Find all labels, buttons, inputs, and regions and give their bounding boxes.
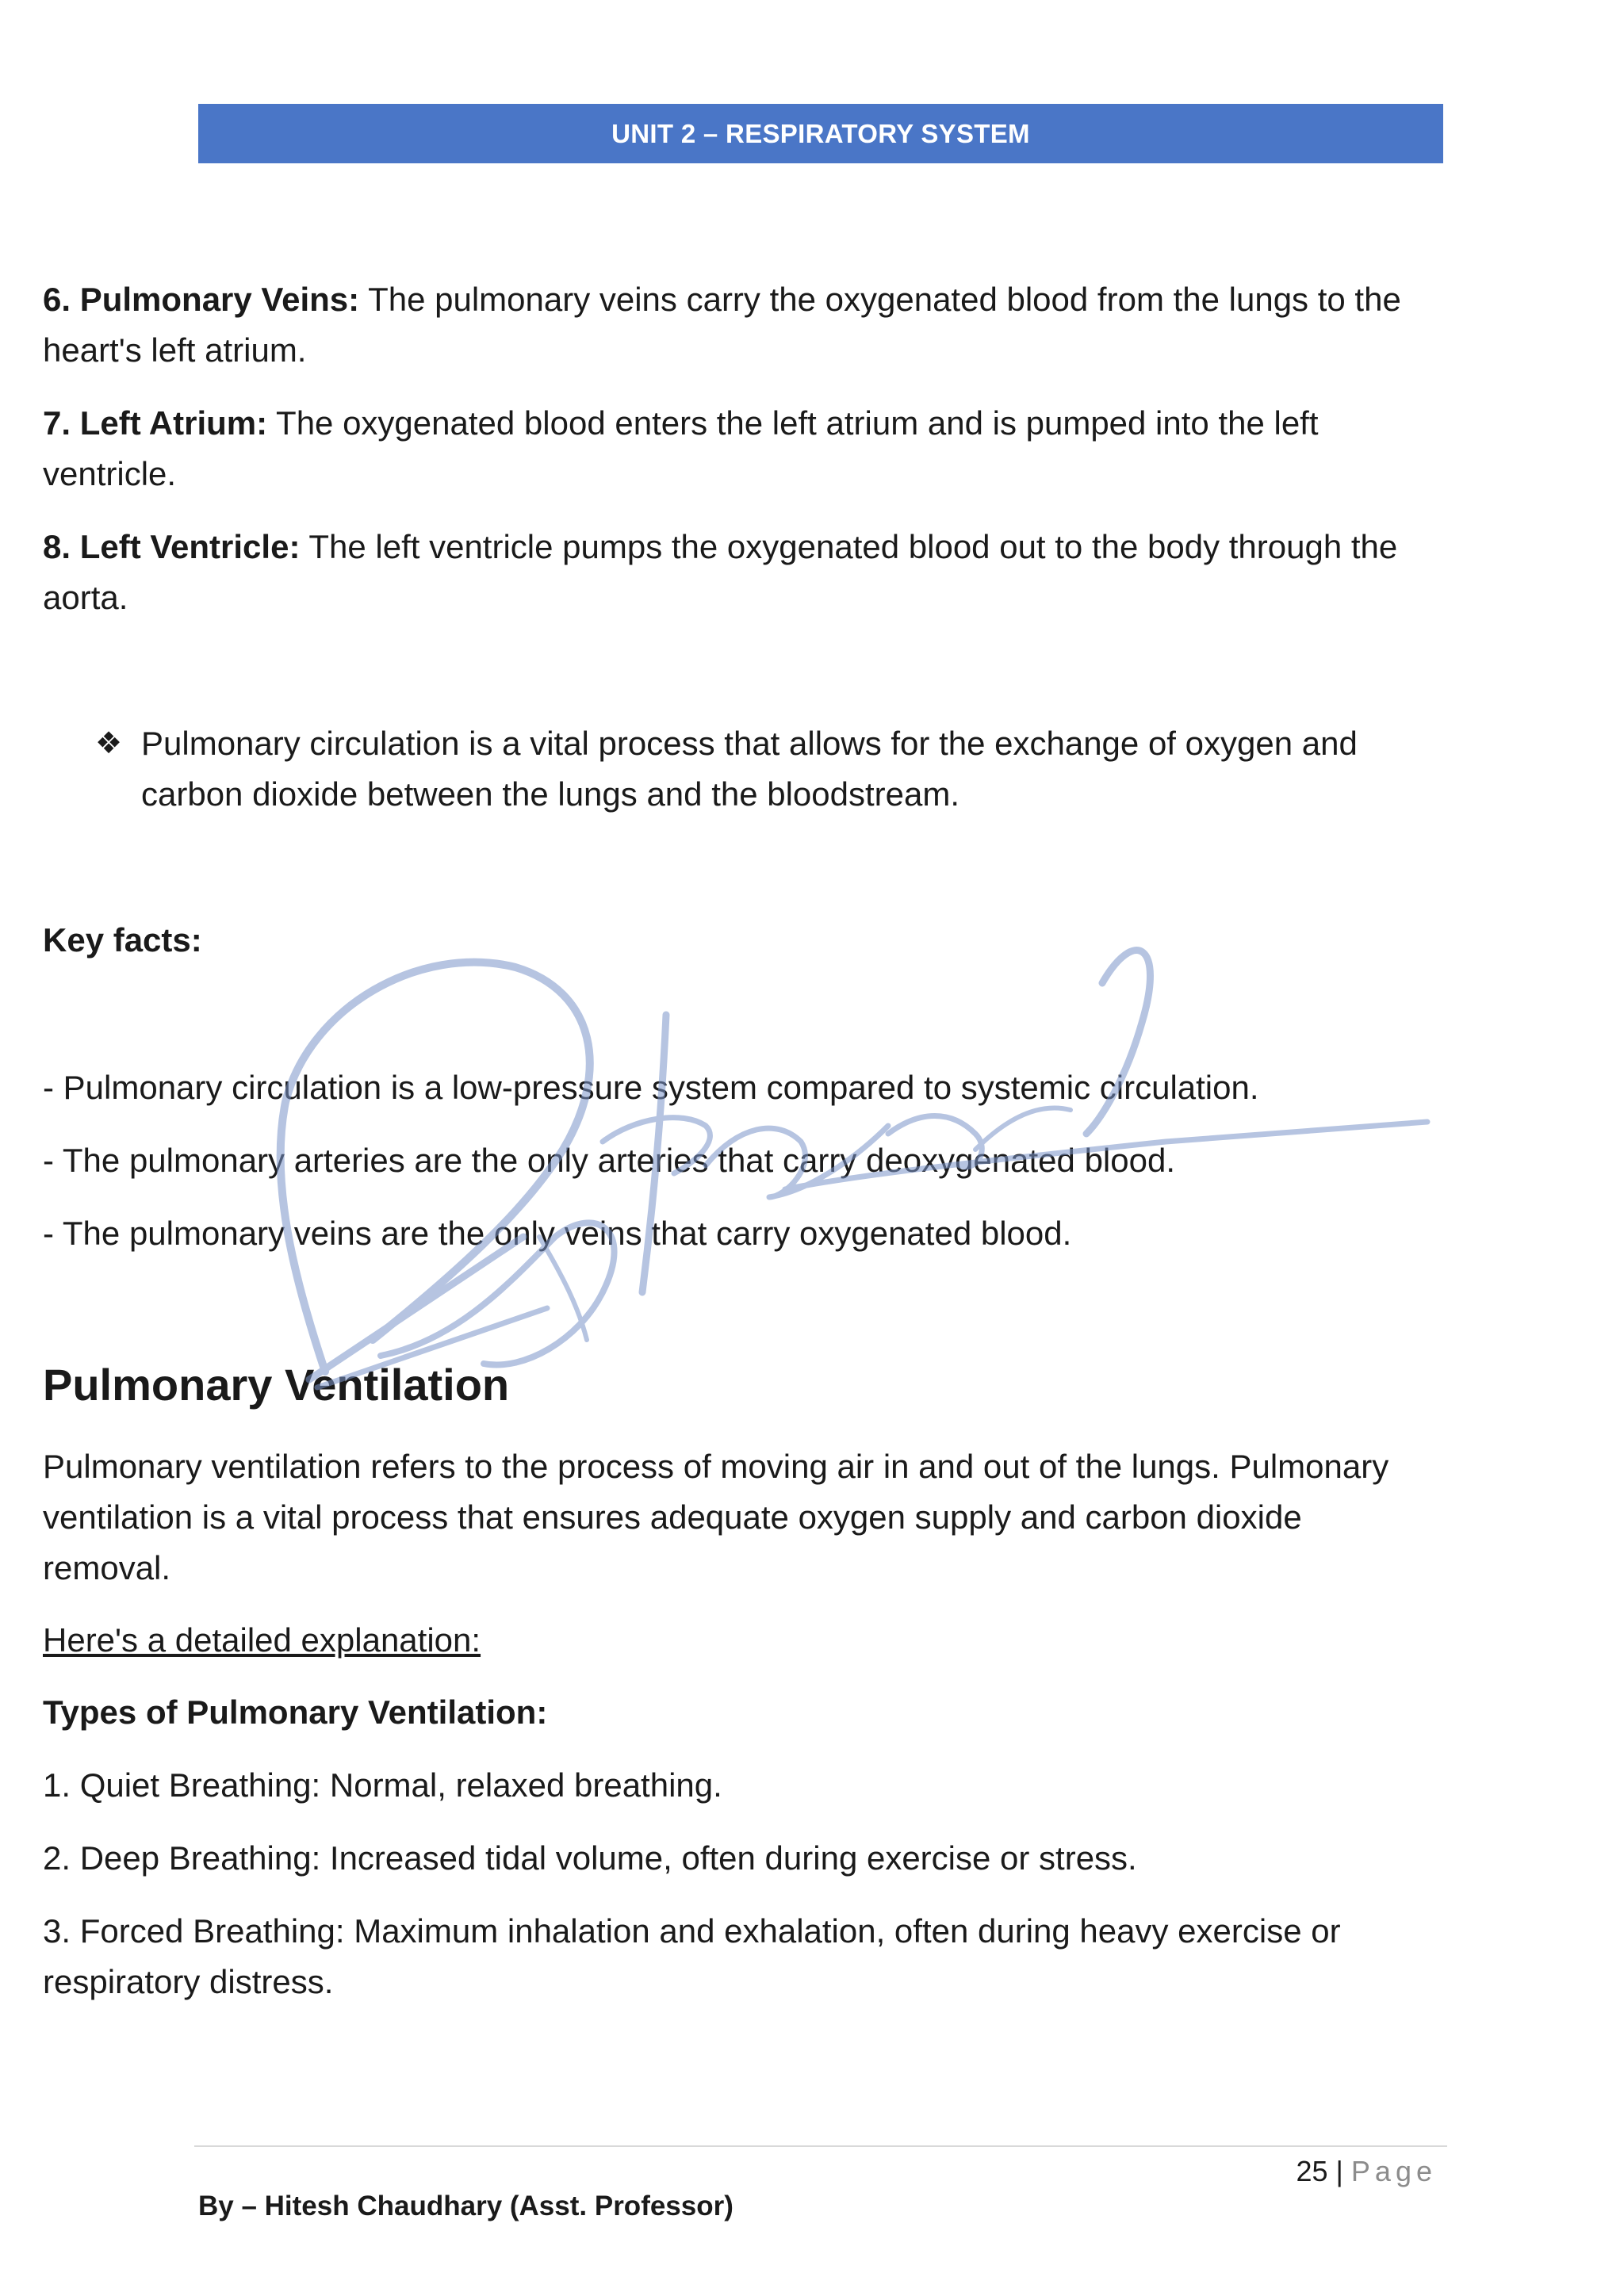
header-title: UNIT 2 – RESPIRATORY SYSTEM: [611, 118, 1030, 148]
step-label: 8. Left Ventricle:: [43, 528, 301, 565]
page-separator: |: [1335, 2155, 1343, 2187]
step-left-atrium: [43, 398, 1438, 499]
section-intro: Pulmonary ventilation refers to the process of moving air in and out of the lungs. Pulmonary ventilation is a vital process that ensures adequate oxygen supply and carbon dioxide removal.: [43, 1448, 1389, 1586]
page-header-banner: [198, 104, 1443, 163]
circulation-bullet: [95, 718, 1443, 820]
step-label: 7. Left Atrium:: [43, 404, 268, 442]
section-title: Pulmonary Ventilation: [43, 1360, 510, 1410]
step-text: The oxygenated blood enters the left atrium and is pumped into the left ventricle.: [43, 404, 1319, 492]
type-item: 2. Deep Breathing: Increased tidal volume, often during exercise or stress.: [43, 1839, 1137, 1877]
key-fact-item: - The pulmonary veins are the only veins that carry oxygenated blood.: [43, 1215, 1072, 1252]
author-credit: By – Hitesh Chaudhary (Asst. Professor): [198, 2191, 733, 2221]
explanation-link: Here's a detailed explanation:: [43, 1621, 481, 1659]
page-number: 25: [1296, 2155, 1328, 2187]
type-item: 3. Forced Breathing: Maximum inhalation and exhalation, often during heavy exercise or respiratory distress.: [43, 1912, 1341, 2000]
page-number-block: [1296, 2152, 1437, 2191]
key-fact-item: - Pulmonary circulation is a low-pressure system compared to systemic circulation.: [43, 1069, 1259, 1106]
types-heading: Types of Pulmonary Ventilation:: [43, 1693, 548, 1731]
type-item: 1. Quiet Breathing: Normal, relaxed breathing.: [43, 1766, 722, 1804]
step-pulmonary-veins: [43, 274, 1438, 376]
bullet-text: Pulmonary circulation is a vital process that allows for the exchange of oxygen and carbon dioxide between the lungs and the bloodstream.: [141, 725, 1358, 813]
step-text: The left ventricle pumps the oxygenated blood out to the body through the aorta.: [43, 528, 1398, 616]
step-label: 6. Pulmonary Veins:: [43, 281, 360, 318]
step-left-ventricle: [43, 522, 1438, 623]
footer-divider: [194, 2145, 1447, 2147]
step-text: The pulmonary veins carry the oxygenated blood from the lungs to the heart's left atrium.: [43, 281, 1401, 369]
diamond-bullet-icon: ❖: [95, 727, 123, 760]
key-facts-heading: Key facts:: [43, 921, 202, 959]
key-fact-item: - The pulmonary arteries are the only arteries that carry deoxygenated blood.: [43, 1142, 1175, 1179]
page-label: Page: [1350, 2155, 1437, 2187]
